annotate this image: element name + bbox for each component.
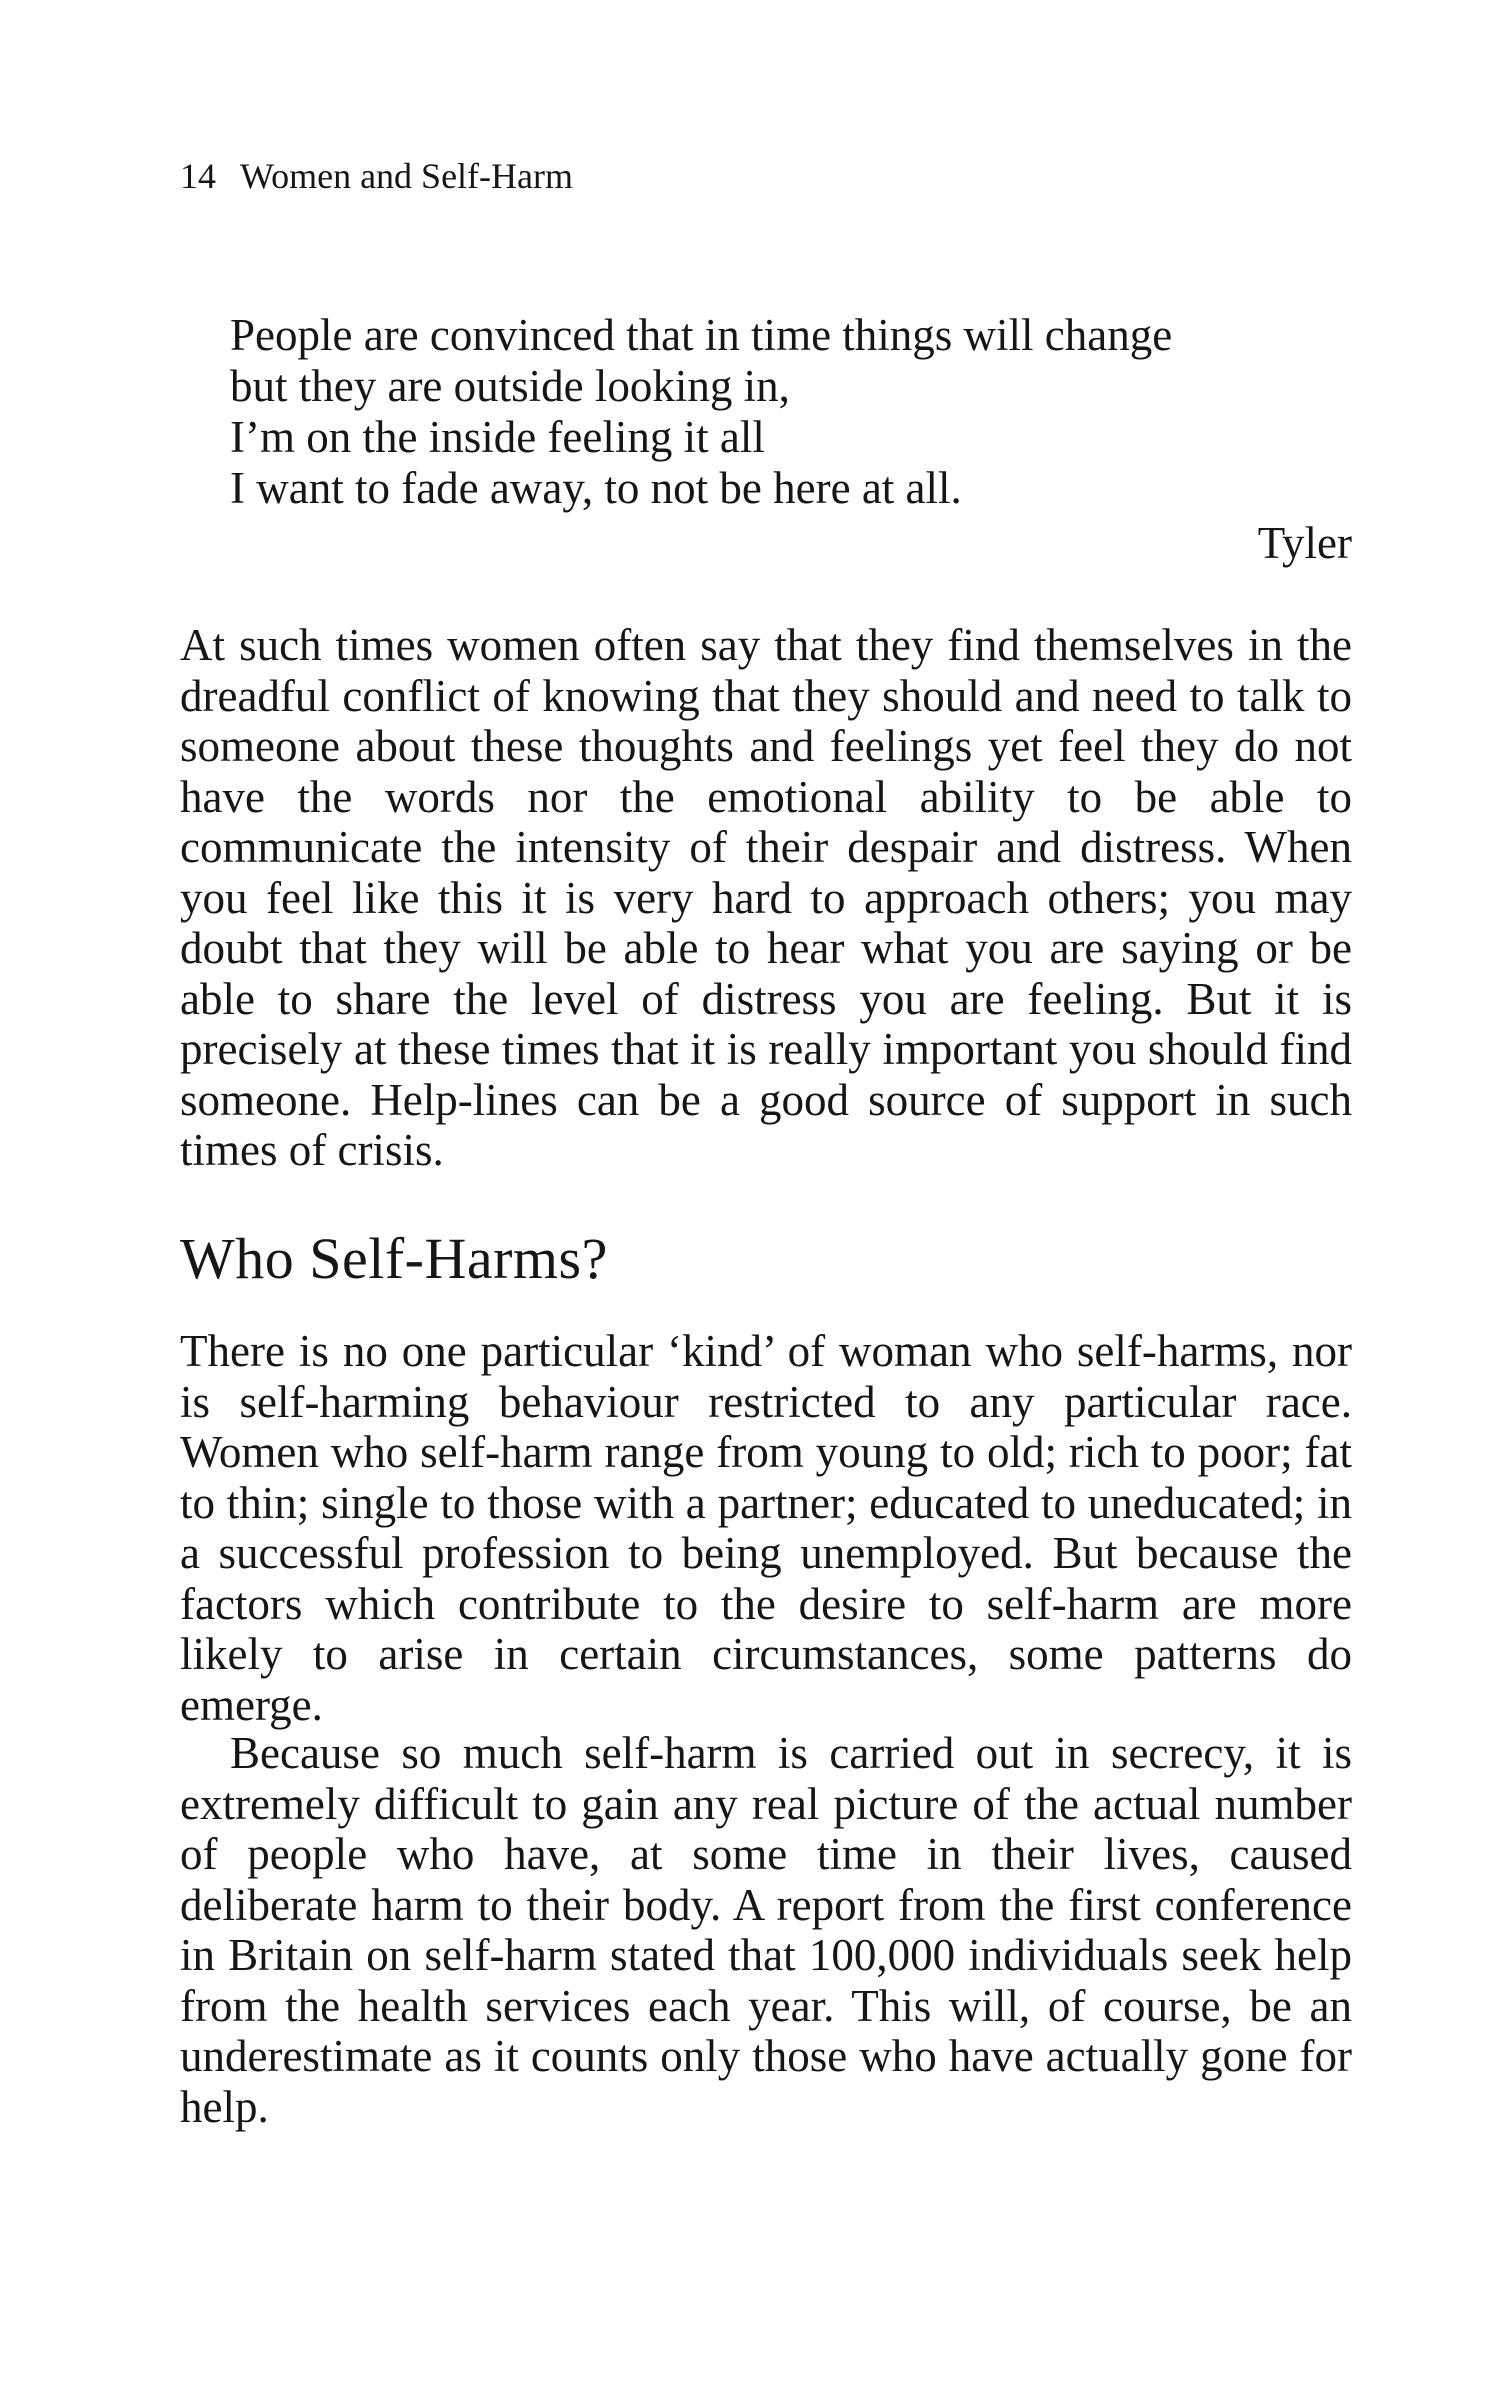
book-title: Women and Self-Harm [240,156,573,196]
poem-line: I’m on the inside feeling it all [230,412,765,462]
poem-attribution: Tyler [1257,518,1352,568]
section-heading: Who Self-Harms? [180,1226,608,1291]
poem-line: but they are outside looking in, [230,361,790,411]
body-paragraph: There is no one particular ‘kind’ of woman who self-harms, nor is self-harming behaviour restricted to any particular race. Women who self-harm range from young to old; rich to poor; fat to thin; single to those with a partner; educated to uneducated; in a successful profession to being unemployed. But because the factors which contribute to the desire to self-harm are more likely to arise in certain circumstances, some patterns do emerge. [180,1326,1352,1730]
body-paragraph: Because so much self-harm is carried out in secrecy, it is extremely difficult to gain any real picture of the actual number of people who have, at some time in their lives, caused deliberate harm to their body. A report from the first conference in Britain on self-harm stated that 100,000 individuals seek help from the health services each year. This will, of course, be an underestimate as it counts only those who have actually gone for help. [180,1728,1352,2132]
body-paragraph: At such times women often say that they find themselves in the dreadful conflict of knowing that they should and need to talk to someone about these thoughts and feelings yet feel they do not have the words nor the emotional ability to be able to communicate the intensity of their despair and distress. When you feel like this it is very hard to approach others; you may doubt that they will be able to hear what you are saying or be able to share the level of distress you are feeling. But it is precisely at these times that it is really important you should find someone. Help-lines can be a good source of support in such times of crisis. [180,620,1352,1175]
poem-epigraph [230,310,1352,569]
running-head [180,154,573,198]
page-number: 14 [180,156,216,196]
poem-line: People are convinced that in time things will change [230,310,1173,360]
poem-line: I want to fade away, to not be here at all. [230,463,962,513]
